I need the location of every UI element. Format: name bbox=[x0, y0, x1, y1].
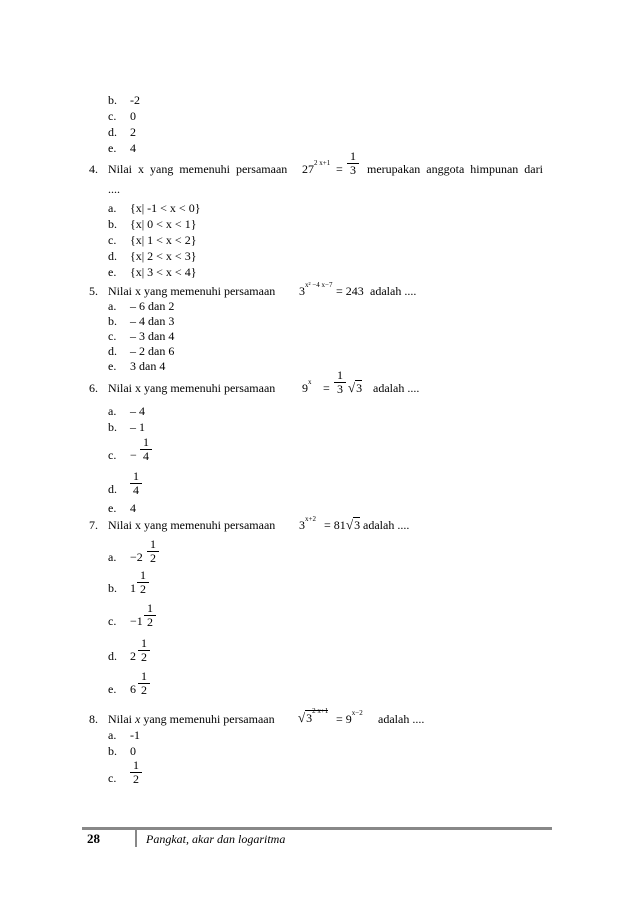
question-lead: Nilai x yang memenuhi persamaan bbox=[108, 712, 275, 726]
question-number: 8. bbox=[89, 712, 98, 726]
question-lead: Nilai x yang memenuhi persamaan bbox=[108, 518, 276, 532]
equation-base: $27^{2 x+1}$ bbox=[302, 159, 331, 176]
footer-title: Pangkat, akar dan logaritma bbox=[146, 832, 286, 846]
question-trail: adalah .... bbox=[370, 284, 417, 298]
question-continuation: .... bbox=[108, 182, 120, 196]
question-lead: Nilai x yang memenuhi persamaan bbox=[108, 162, 288, 176]
question-number: 5. bbox=[89, 284, 98, 298]
question-trail: adalah .... bbox=[378, 712, 425, 726]
equation-base: 9$^x$ bbox=[302, 378, 312, 395]
equals-sign: = bbox=[336, 162, 343, 176]
equation-rhs: = 81 bbox=[324, 518, 346, 532]
page-number: 28 bbox=[87, 831, 100, 846]
question-number: 4. bbox=[89, 162, 98, 176]
footer-rule bbox=[82, 827, 552, 830]
square-root: $√3^{2 x+1}$ bbox=[298, 707, 329, 725]
equals-sign: = bbox=[323, 381, 330, 395]
equation-base: $3^{x^2 -4 x-7}$ bbox=[299, 281, 333, 298]
fraction: 1 3 bbox=[334, 369, 346, 396]
square-root: √3 bbox=[346, 517, 361, 532]
equation-rhs: = 243 bbox=[336, 284, 364, 298]
question-number: 6. bbox=[89, 381, 98, 395]
equation-rhs: = $9^{x-2}$ bbox=[336, 709, 363, 726]
equation-base: $3^{x+2}$ bbox=[299, 515, 316, 532]
question-trail: adalah .... bbox=[363, 518, 410, 532]
question-trail: merupakan anggota himpunan dari bbox=[367, 162, 543, 176]
question-number: 7. bbox=[89, 518, 98, 532]
question-lead: Nilai x yang memenuhi persamaan bbox=[108, 284, 276, 298]
footer-divider bbox=[135, 829, 137, 847]
square-root: √3 bbox=[348, 380, 363, 395]
question-lead: Nilai x yang memenuhi persamaan bbox=[108, 381, 276, 395]
question-trail: adalah .... bbox=[373, 381, 420, 395]
fraction: 1 3 bbox=[347, 150, 359, 177]
